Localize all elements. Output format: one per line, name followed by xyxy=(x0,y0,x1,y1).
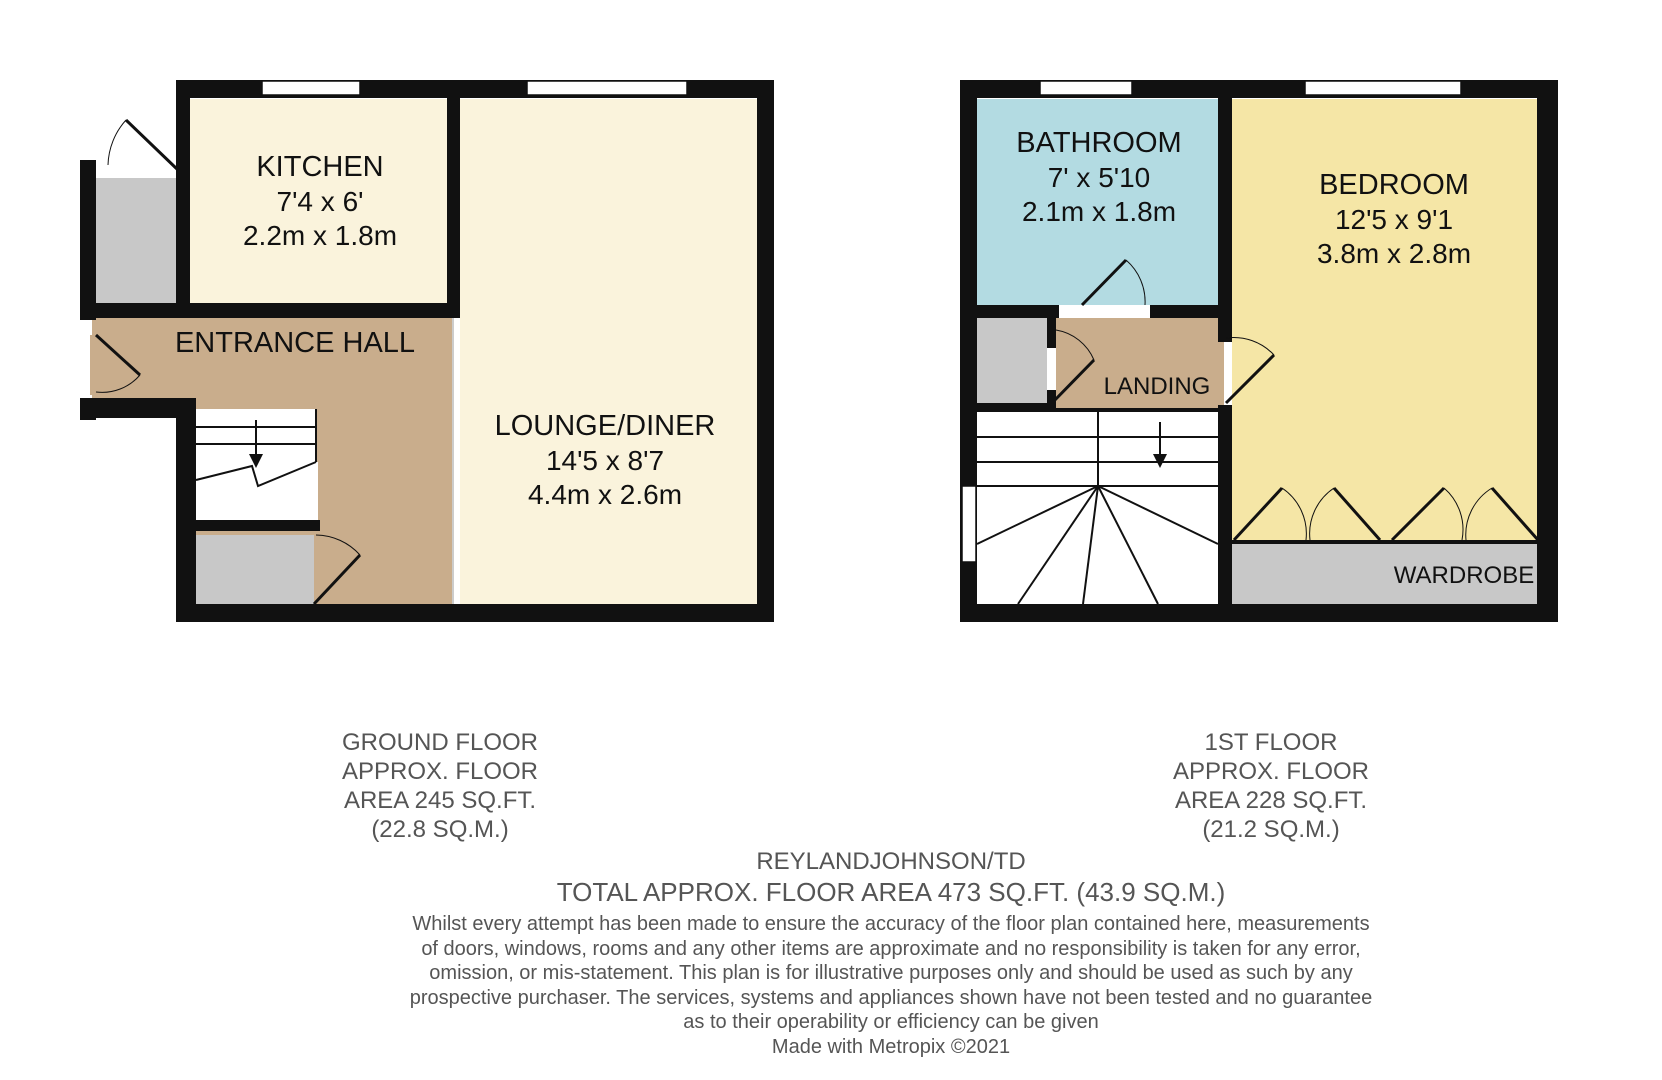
kitchen-metric: 2.2m x 1.8m xyxy=(242,220,398,251)
bathroom-metric: 2.1m x 1.8m xyxy=(1021,196,1177,227)
plan-footer xyxy=(381,847,1401,1059)
bedroom-metric: 3.8m x 2.8m xyxy=(1316,238,1472,269)
under-stairs-cupboard xyxy=(196,535,314,604)
bedroom-imperial: 12'5 x 9'1 xyxy=(1334,204,1454,235)
first-floor-caption xyxy=(1101,728,1441,844)
total-floor-area: TOTAL APPROX. FLOOR AREA 473 SQ.FT. (43.9 SQ.M.) xyxy=(556,877,1226,907)
bathroom-name: BATHROOM xyxy=(1016,127,1182,159)
made-with-credit: Made with Metropix ©2021 xyxy=(771,1035,1011,1058)
bedroom-name: BEDROOM xyxy=(1319,169,1469,201)
first-floor-plan xyxy=(960,80,1558,622)
lounge-diner-metric: 4.4m x 2.6m xyxy=(527,479,683,510)
lounge-diner-imperial: 14'5 x 8'7 xyxy=(545,445,665,476)
landing-cupboard xyxy=(977,318,1047,403)
ground-floor-plan xyxy=(80,80,774,622)
ground-floor-caption-line: AREA 245 SQ.FT. xyxy=(343,787,537,814)
entrance-hall-name: ENTRANCE HALL xyxy=(174,327,416,359)
disclaimer-line: omission, or mis-statement. This plan is for illustrative purposes only and should be used as such by any xyxy=(429,962,1353,984)
kitchen-imperial: 7'4 x 6' xyxy=(276,186,364,217)
disclaimer-line: as to their operability or efficiency can be given xyxy=(683,1011,1099,1033)
bedroom-room xyxy=(1232,99,1537,544)
bathroom-imperial: 7' x 5'10 xyxy=(1047,162,1151,193)
window-icon xyxy=(262,81,360,95)
disclaimer-line: prospective purchaser. The services, systems and appliances shown have not been tested and no guarantee xyxy=(409,986,1373,1009)
ground-floor-caption xyxy=(270,728,610,844)
first-floor-caption-line: 1ST FLOOR xyxy=(1204,729,1338,756)
first-floor-caption-line: APPROX. FLOOR xyxy=(1172,758,1370,785)
first-floor-caption-line: (21.2 SQ.M.) xyxy=(1202,816,1340,843)
window-icon xyxy=(962,486,976,562)
agent-brand: REYLANDJOHNSON/TD xyxy=(756,848,1026,875)
lounge-diner-room xyxy=(460,99,757,604)
window-icon xyxy=(1305,81,1461,95)
wardrobe-name: WARDROBE xyxy=(1393,562,1535,589)
first-floor-caption-line: AREA 228 SQ.FT. xyxy=(1174,787,1368,814)
ground-floor-caption-line: (22.8 SQ.M.) xyxy=(371,816,509,843)
porch-cupboard xyxy=(96,178,182,303)
window-icon xyxy=(527,81,687,95)
ground-floor-caption-line: GROUND FLOOR xyxy=(341,729,538,756)
kitchen-name: KITCHEN xyxy=(256,151,384,183)
disclaimer-line: Whilst every attempt has been made to ensure the accuracy of the floor plan contained here, measurements xyxy=(412,913,1370,935)
disclaimer-line: of doors, windows, rooms and any other items are approximate and no responsibility is taken for any error, xyxy=(421,937,1361,960)
landing-name: LANDING xyxy=(1103,373,1211,400)
lounge-diner-name: LOUNGE/DINER xyxy=(494,410,716,442)
ground-floor-caption-line: APPROX. FLOOR xyxy=(341,758,539,785)
window-icon xyxy=(1040,81,1132,95)
disclaimer xyxy=(381,912,1401,1035)
